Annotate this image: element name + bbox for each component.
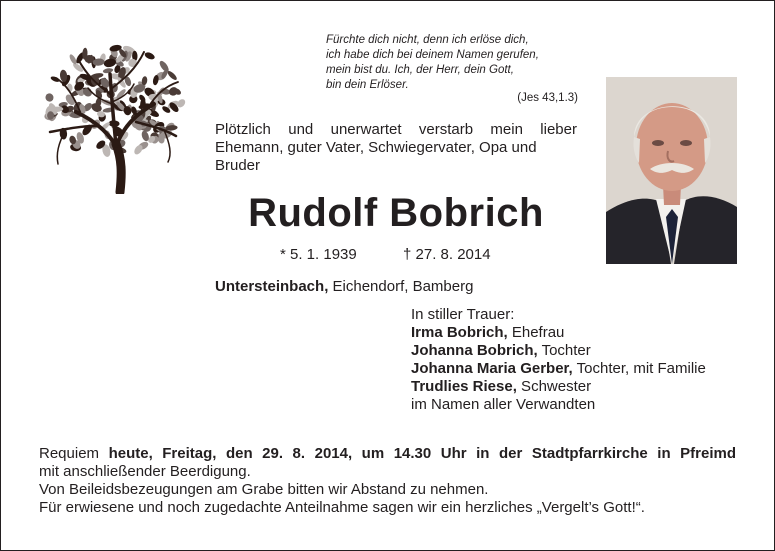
mourner-entry [411, 342, 751, 360]
mourner-name: Trudlies Riese, [411, 378, 517, 395]
mourners-heading: In stiller Trauer: [411, 306, 515, 323]
verse-line: Fürchte dich nicht, denn ich erlöse dich, [326, 34, 529, 46]
mourner-entry [411, 378, 751, 396]
mourners-list [411, 306, 751, 414]
bible-verse [326, 33, 586, 93]
verse-line: bin dein Erlöser. [326, 79, 409, 91]
birth-date: * 5. 1. 1939 [280, 246, 357, 263]
mourner-role: Schwester [516, 378, 592, 395]
mourners-closing: im Namen aller Verwandten [411, 396, 596, 413]
mourner-entry [411, 324, 751, 342]
deceased-name: Rudolf Bobrich [248, 191, 544, 235]
funeral-details [39, 445, 736, 517]
portrait-photo [606, 77, 737, 264]
mourner-name: Johanna Bobrich, [411, 342, 538, 359]
intro-sentence: Plötzlich und unerwartet verstarb mein lieber Ehemann, guter Vater, Schwiegervater, Opa und [215, 121, 577, 156]
mourner-entry [411, 360, 751, 378]
verse-line: ich habe dich bei deinem Namen gerufen, [326, 49, 539, 61]
home-town: Untersteinbach, [215, 278, 329, 295]
intro-sentence-end: Bruder [215, 157, 261, 174]
tree-leaf [144, 51, 156, 61]
requiem-line [39, 445, 736, 463]
tree-leaf [45, 93, 55, 103]
burial-line: mit anschließender Beerdigung. [39, 463, 251, 480]
tree-illustration [36, 34, 188, 194]
tree-leaf [68, 53, 78, 65]
tree-leaf [166, 70, 178, 82]
mourner-name: Irma Bobrich, [411, 324, 508, 341]
mourner-role: Tochter [537, 342, 591, 359]
condolence-line: Von Beileidsbezeugungen am Grabe bitten wir Abstand zu nehmen. [39, 481, 489, 498]
requiem-prefix: Requiem [39, 445, 109, 462]
death-date: † 27. 8. 2014 [403, 246, 491, 263]
mourner-role: Tochter, mit Familie [572, 360, 706, 377]
mourner-name: Johanna Maria Gerber, [411, 360, 573, 377]
mourner-role: Ehefrau [507, 324, 565, 341]
thanks-line: Für erwiesene und noch zugedachte Anteilnahme sagen wir ein herzliches „Vergelt’s Gott!“. [39, 499, 645, 516]
tree-leaf [102, 68, 113, 74]
requiem-details: heute, Freitag, den 29. 8. 2014, um 14.30 Uhr in der Stadtpfarrkirche in Pfreimd [108, 445, 736, 462]
other-places: Eichendorf, Bamberg [328, 278, 474, 295]
places [215, 278, 473, 295]
verse-line: mein bist du. Ich, der Herr, dein Gott, [326, 64, 514, 76]
intro-text [215, 121, 577, 175]
verse-reference: (Jes 43,1.3) [517, 92, 578, 104]
